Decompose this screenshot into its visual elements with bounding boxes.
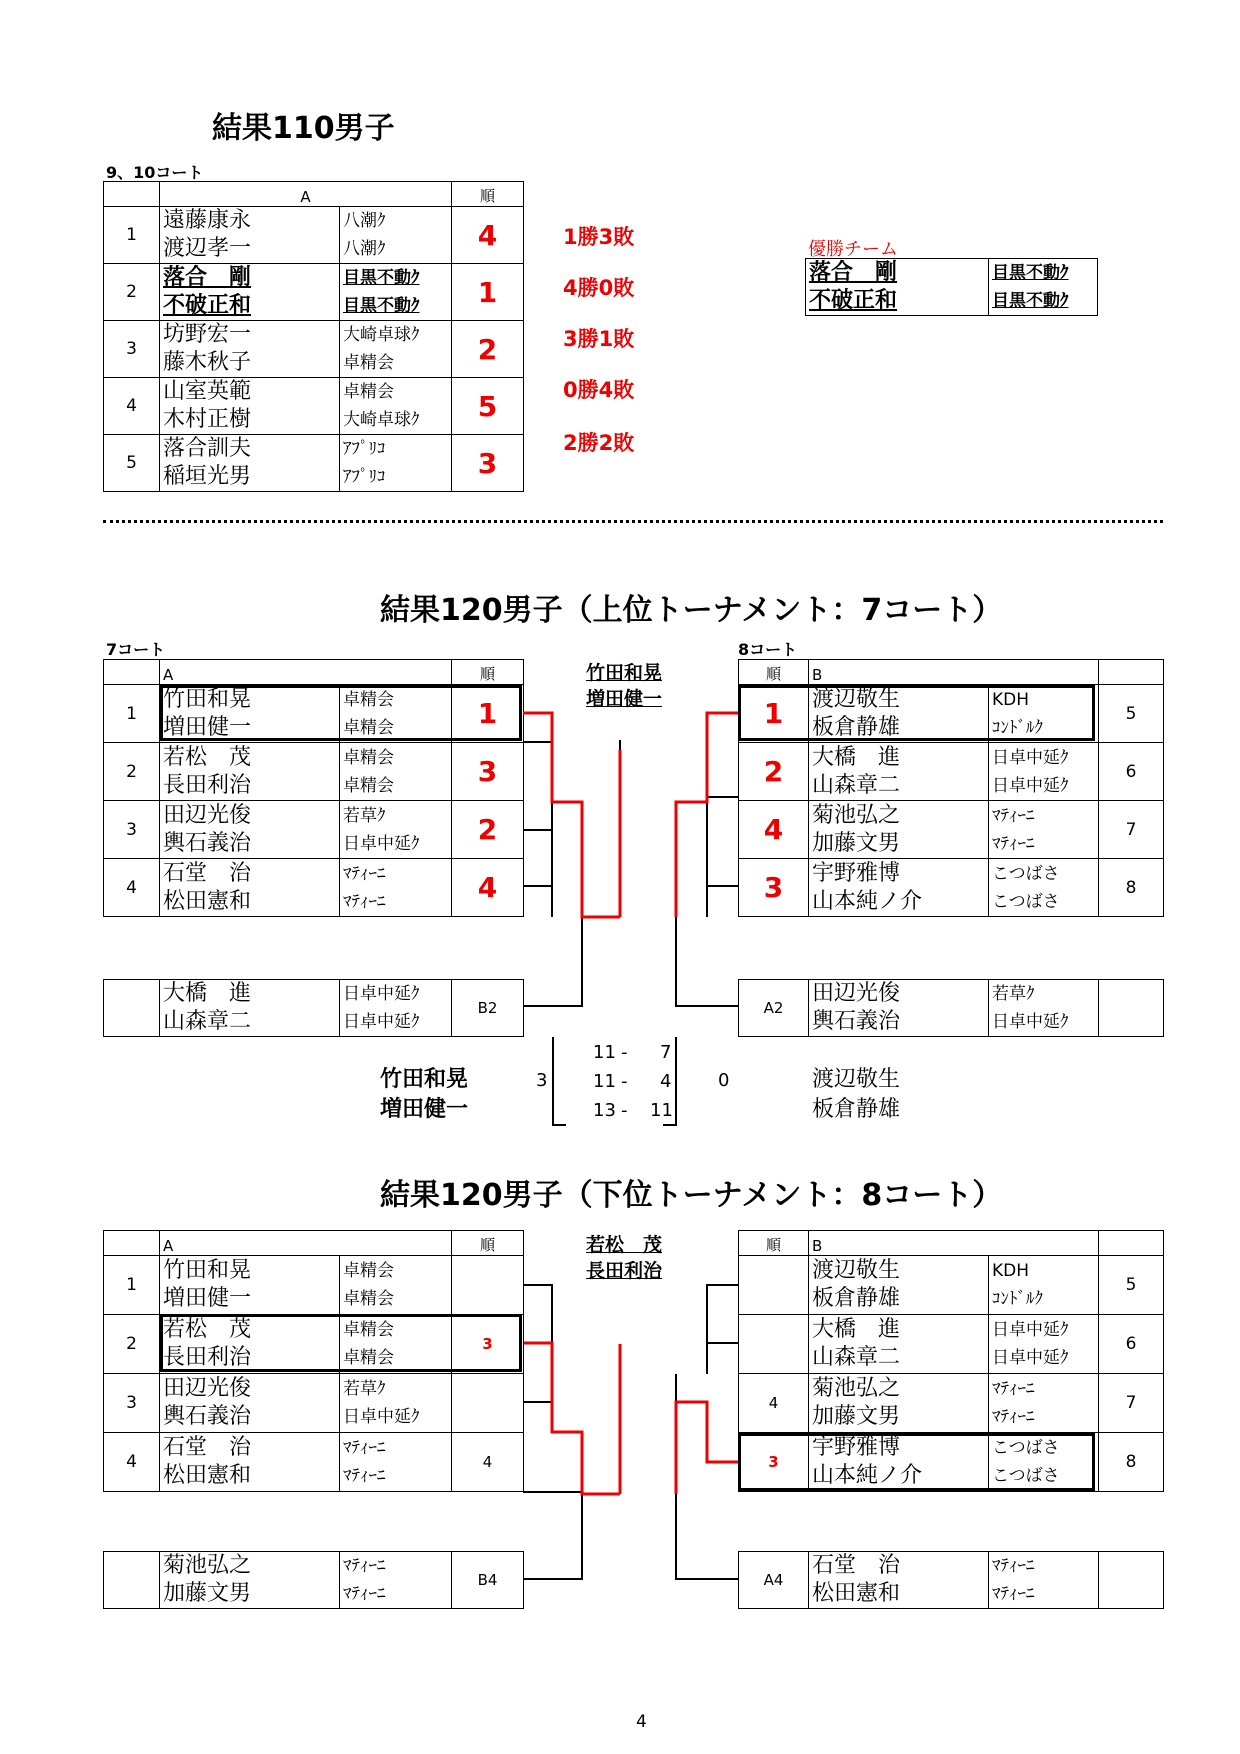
row-number: 6 (1099, 1315, 1164, 1374)
player-name: 落合 剛 (809, 260, 898, 285)
final-right-name: 渡辺敬生 (812, 1067, 901, 1092)
row-number: 8 (1099, 859, 1164, 917)
player-name: 菊池弘之 (812, 1376, 901, 1401)
rank-value: 4 (452, 207, 524, 264)
club-name: ﾏﾃｨｰﾆ (343, 891, 386, 912)
bracket-winner-name: 増田健一 (586, 688, 663, 710)
player-name: 宇野雅博 (812, 860, 901, 886)
player-name: 大橋 進 (163, 981, 252, 1006)
player-name: 長田利治 (163, 1345, 252, 1370)
player-name: 増田健一 (163, 714, 252, 740)
table-row (739, 1256, 1164, 1315)
club-name: 若草ｸ (343, 1379, 386, 1399)
player-name: 田辺光俊 (812, 981, 901, 1006)
player-name: 山森章二 (812, 772, 901, 798)
record-text: 0勝4敗 (563, 378, 635, 402)
player-name: 山室英範 (163, 379, 252, 404)
player-name: 宇野雅博 (812, 1435, 901, 1460)
seed-tag: A4 (739, 1552, 809, 1609)
record-text: 1勝3敗 (563, 225, 635, 249)
group-header: A (160, 1231, 340, 1256)
game-score-a: 11 (593, 1042, 616, 1063)
club-name: 日卓中延ｸ (343, 833, 420, 854)
rank-value: 3 (739, 1433, 809, 1492)
club-name: 日卓中延ｸ (343, 984, 420, 1004)
final-right-name: 板倉静雄 (812, 1097, 901, 1122)
club-name: 日卓中延ｸ (343, 1407, 420, 1427)
player-name: 加藤文男 (812, 1404, 901, 1429)
table-row (104, 1433, 524, 1492)
club-name: ﾏﾃｨｰﾆ (992, 1584, 1035, 1604)
club-name: こつばさ (992, 863, 1060, 884)
seed-tag: B4 (452, 1552, 524, 1609)
row-number: 1 (104, 685, 160, 743)
club-name: 卓精会 (343, 689, 394, 710)
player-name: 坊野宏一 (163, 322, 252, 347)
rank-header: 順 (452, 660, 524, 685)
player-name: 山本純ノ介 (812, 888, 923, 914)
player-name: 若松 茂 (163, 1317, 252, 1342)
rank-value (739, 1315, 809, 1374)
section3-title: 結果120男子（下位トーナメント：8コート） (380, 1178, 1003, 1213)
player-name: 石堂 治 (163, 860, 252, 886)
row-number: 6 (1099, 743, 1164, 801)
table-row (739, 1374, 1164, 1433)
player-name: 稲垣光男 (163, 464, 252, 489)
rank-value: 4 (739, 801, 809, 859)
game-dash: - (621, 1071, 628, 1092)
club-name: ﾏﾃｨｰﾆ (343, 1584, 386, 1604)
rank-value: 5 (452, 378, 524, 435)
club-name: 日卓中延ｸ (992, 1012, 1069, 1032)
row-number: 4 (104, 859, 160, 917)
player-name: 木村正樹 (163, 407, 252, 432)
club-name: 卓精会 (343, 382, 394, 402)
club-name: ﾏﾃｨｰﾆ (343, 1438, 386, 1458)
game-dash: - (621, 1042, 628, 1063)
player-name: 板倉静雄 (812, 1286, 901, 1311)
club-name: 日卓中延ｸ (992, 1320, 1069, 1340)
game-score-a: 11 (593, 1071, 616, 1092)
club-name: 日卓中延ｸ (992, 775, 1069, 796)
rank-header: 順 (452, 182, 524, 207)
bracket-winner-name: 竹田和晃 (586, 662, 663, 684)
player-name: 落合 剛 (163, 265, 252, 290)
player-name: 増田健一 (163, 1286, 252, 1311)
court-left-label: 7コート (106, 640, 166, 659)
club-name: こつばさ (992, 1466, 1060, 1486)
row-number: 4 (104, 378, 160, 435)
rank-value: 3 (452, 743, 524, 801)
rank-value: 1 (739, 685, 809, 743)
club-name: 卓精会 (343, 1320, 394, 1340)
game-dash: - (621, 1100, 628, 1121)
club-name: こつばさ (992, 891, 1060, 912)
cross-left-box (103, 1551, 524, 1609)
player-name: 渡辺孝一 (163, 236, 252, 261)
player-name: 山森章二 (163, 1009, 252, 1034)
player-name: 竹田和晃 (163, 1258, 252, 1283)
group-header: A (160, 660, 340, 685)
final-left-name: 竹田和晃 (380, 1067, 469, 1092)
player-name: 田辺光俊 (163, 1376, 252, 1401)
group-header: B (809, 1231, 989, 1256)
player-name: 山森章二 (812, 1345, 901, 1370)
page-number: 4 (636, 1712, 647, 1732)
player-name: 遠藤康永 (163, 208, 252, 233)
seed-tag: A2 (739, 980, 809, 1037)
player-name: 藤木秋子 (163, 350, 252, 375)
row-number: 3 (104, 321, 160, 378)
club-name: こつばさ (992, 1438, 1060, 1458)
club-name: 日卓中延ｸ (992, 747, 1069, 768)
rank-value (452, 1374, 524, 1433)
player-name: 大橋 進 (812, 744, 901, 770)
club-name: 目黒不動ｸ (343, 268, 420, 288)
bracket-winner-name: 若松 茂 (586, 1234, 663, 1256)
final-right-sets: 0 (718, 1070, 730, 1091)
table-row (104, 1256, 524, 1315)
court-right-label: 8コート (738, 640, 798, 659)
club-name: 大崎卓球ｸ (343, 325, 420, 345)
player-name: 長田利治 (163, 772, 252, 798)
row-number: 1 (104, 207, 160, 264)
player-name: 板倉静雄 (812, 714, 901, 740)
rank-value (739, 1256, 809, 1315)
section1-court: 9、10コート (106, 163, 204, 182)
player-name: 田辺光俊 (163, 802, 252, 828)
club-name: 若草ｸ (343, 805, 386, 826)
player-name: 松田憲和 (812, 1581, 901, 1606)
rank-value: 1 (452, 685, 524, 743)
game-score-b: 4 (660, 1071, 672, 1092)
row-number: 4 (104, 1433, 160, 1492)
player-name: 松田憲和 (163, 888, 252, 914)
club-name: 卓精会 (343, 1289, 394, 1309)
section1-title: 結果110男子 (212, 111, 395, 146)
final-left-sets: 3 (536, 1070, 548, 1091)
record-text: 3勝1敗 (563, 327, 635, 351)
highlight-box (738, 1433, 1095, 1491)
player-name: 加藤文男 (812, 830, 901, 856)
player-name: 加藤文男 (163, 1581, 252, 1606)
club-name: KDH (992, 689, 1030, 710)
club-name: 卓精会 (343, 717, 394, 738)
player-name: 渡辺敬生 (812, 1258, 901, 1283)
row-number: 5 (1099, 1256, 1164, 1315)
game-scores (553, 1034, 706, 1125)
rank-header: 順 (452, 1231, 524, 1256)
club-name: 若草ｸ (992, 984, 1035, 1004)
club-name: 日卓中延ｸ (343, 1012, 420, 1032)
game-score-b: 7 (660, 1042, 672, 1063)
row-number: 7 (1099, 1374, 1164, 1433)
player-name: 竹田和晃 (163, 686, 252, 712)
player-name: 輿石義治 (812, 1009, 901, 1034)
game-score-a: 13 (593, 1100, 616, 1121)
club-name: 八潮ｸ (343, 211, 386, 231)
club-name: ﾏﾃｨｰﾆ (343, 863, 386, 884)
club-name: 日卓中延ｸ (992, 1348, 1069, 1368)
rank-header: 順 (739, 1231, 809, 1256)
table-row (104, 1374, 524, 1433)
player-name: 大橋 進 (812, 1317, 901, 1342)
club-name: ｺﾝﾄﾞﾙｸ (992, 1289, 1043, 1309)
player-name: 若松 茂 (163, 744, 252, 770)
club-name: 卓精会 (343, 747, 394, 768)
record-text: 2勝2敗 (563, 431, 635, 455)
row-number: 1 (104, 1256, 160, 1315)
rank-value (452, 1256, 524, 1315)
club-name: ﾏﾃｨｰﾆ (343, 1556, 386, 1576)
rank-value: 4 (452, 859, 524, 917)
cross-right-box (738, 1551, 1164, 1609)
club-name: 目黒不動ｸ (343, 296, 420, 316)
club-name: ｺﾝﾄﾞﾙｸ (992, 717, 1043, 738)
row-number: 3 (104, 1374, 160, 1433)
club-name: 目黒不動ｸ (992, 291, 1069, 311)
club-name: 大崎卓球ｸ (343, 410, 420, 430)
rank-value: 2 (739, 743, 809, 801)
section2-title: 結果120男子（上位トーナメント：7コート） (380, 593, 1003, 628)
row-number: 2 (104, 1315, 160, 1374)
final-left-name: 増田健一 (380, 1097, 469, 1122)
rank-value: 3 (452, 1315, 524, 1374)
winner-label: 優勝チーム (808, 239, 898, 260)
row-number: 3 (104, 801, 160, 859)
rank-value: 1 (452, 264, 524, 321)
highlight-box (160, 1314, 522, 1372)
row-number: 7 (1099, 801, 1164, 859)
club-name: ｱﾌﾟﾘｺ (343, 467, 386, 487)
club-name: 卓精会 (343, 1261, 394, 1281)
player-name: 山本純ノ介 (812, 1463, 923, 1488)
player-name: 石堂 治 (163, 1435, 252, 1460)
seed-tag: B2 (452, 980, 524, 1037)
row-number: 5 (104, 435, 160, 492)
club-name: ﾏﾃｨｰﾆ (343, 1466, 386, 1486)
player-name: 不破正和 (163, 293, 252, 318)
club-name: ｱﾌﾟﾘｺ (343, 439, 386, 459)
group-header: A (160, 182, 452, 207)
row-number: 2 (104, 743, 160, 801)
club-name: 卓精会 (343, 775, 394, 796)
player-name: 松田憲和 (163, 1463, 252, 1488)
game-score-b: 11 (650, 1100, 673, 1121)
rank-value: 2 (452, 321, 524, 378)
club-name: ﾏﾃｨｰﾆ (992, 833, 1035, 854)
table-row (739, 1315, 1164, 1374)
rank-value: 3 (739, 859, 809, 917)
club-name: 目黒不動ｸ (992, 263, 1069, 283)
rank-value: 4 (739, 1374, 809, 1433)
club-name: KDH (992, 1261, 1030, 1281)
player-name: 落合訓夫 (163, 436, 252, 461)
club-name: 卓精会 (343, 353, 394, 373)
player-name: 石堂 治 (812, 1553, 901, 1578)
club-name: ﾏﾃｨｰﾆ (992, 1379, 1035, 1399)
bracket-winner-name: 長田利治 (586, 1260, 663, 1282)
rank-value: 3 (452, 435, 524, 492)
player-name: 渡辺敬生 (812, 686, 901, 712)
rank-header: 順 (739, 660, 809, 685)
row-number: 5 (1099, 685, 1164, 743)
rank-value: 4 (452, 1433, 524, 1492)
club-name: ﾏﾃｨｰﾆ (992, 1556, 1035, 1576)
player-name: 輿石義治 (163, 830, 252, 856)
club-name: 卓精会 (343, 1348, 394, 1368)
player-name: 菊池弘之 (812, 802, 901, 828)
player-name: 不破正和 (809, 288, 898, 313)
row-number: 8 (1099, 1433, 1164, 1492)
row-number: 2 (104, 264, 160, 321)
club-name: ﾏﾃｨｰﾆ (992, 1407, 1035, 1427)
player-name: 輿石義治 (163, 1404, 252, 1429)
rank-value: 2 (452, 801, 524, 859)
player-name: 菊池弘之 (163, 1553, 252, 1578)
group-header: B (809, 660, 989, 685)
record-text: 4勝0敗 (563, 276, 635, 300)
club-name: 八潮ｸ (343, 239, 386, 259)
club-name: ﾏﾃｨｰﾆ (992, 805, 1035, 826)
